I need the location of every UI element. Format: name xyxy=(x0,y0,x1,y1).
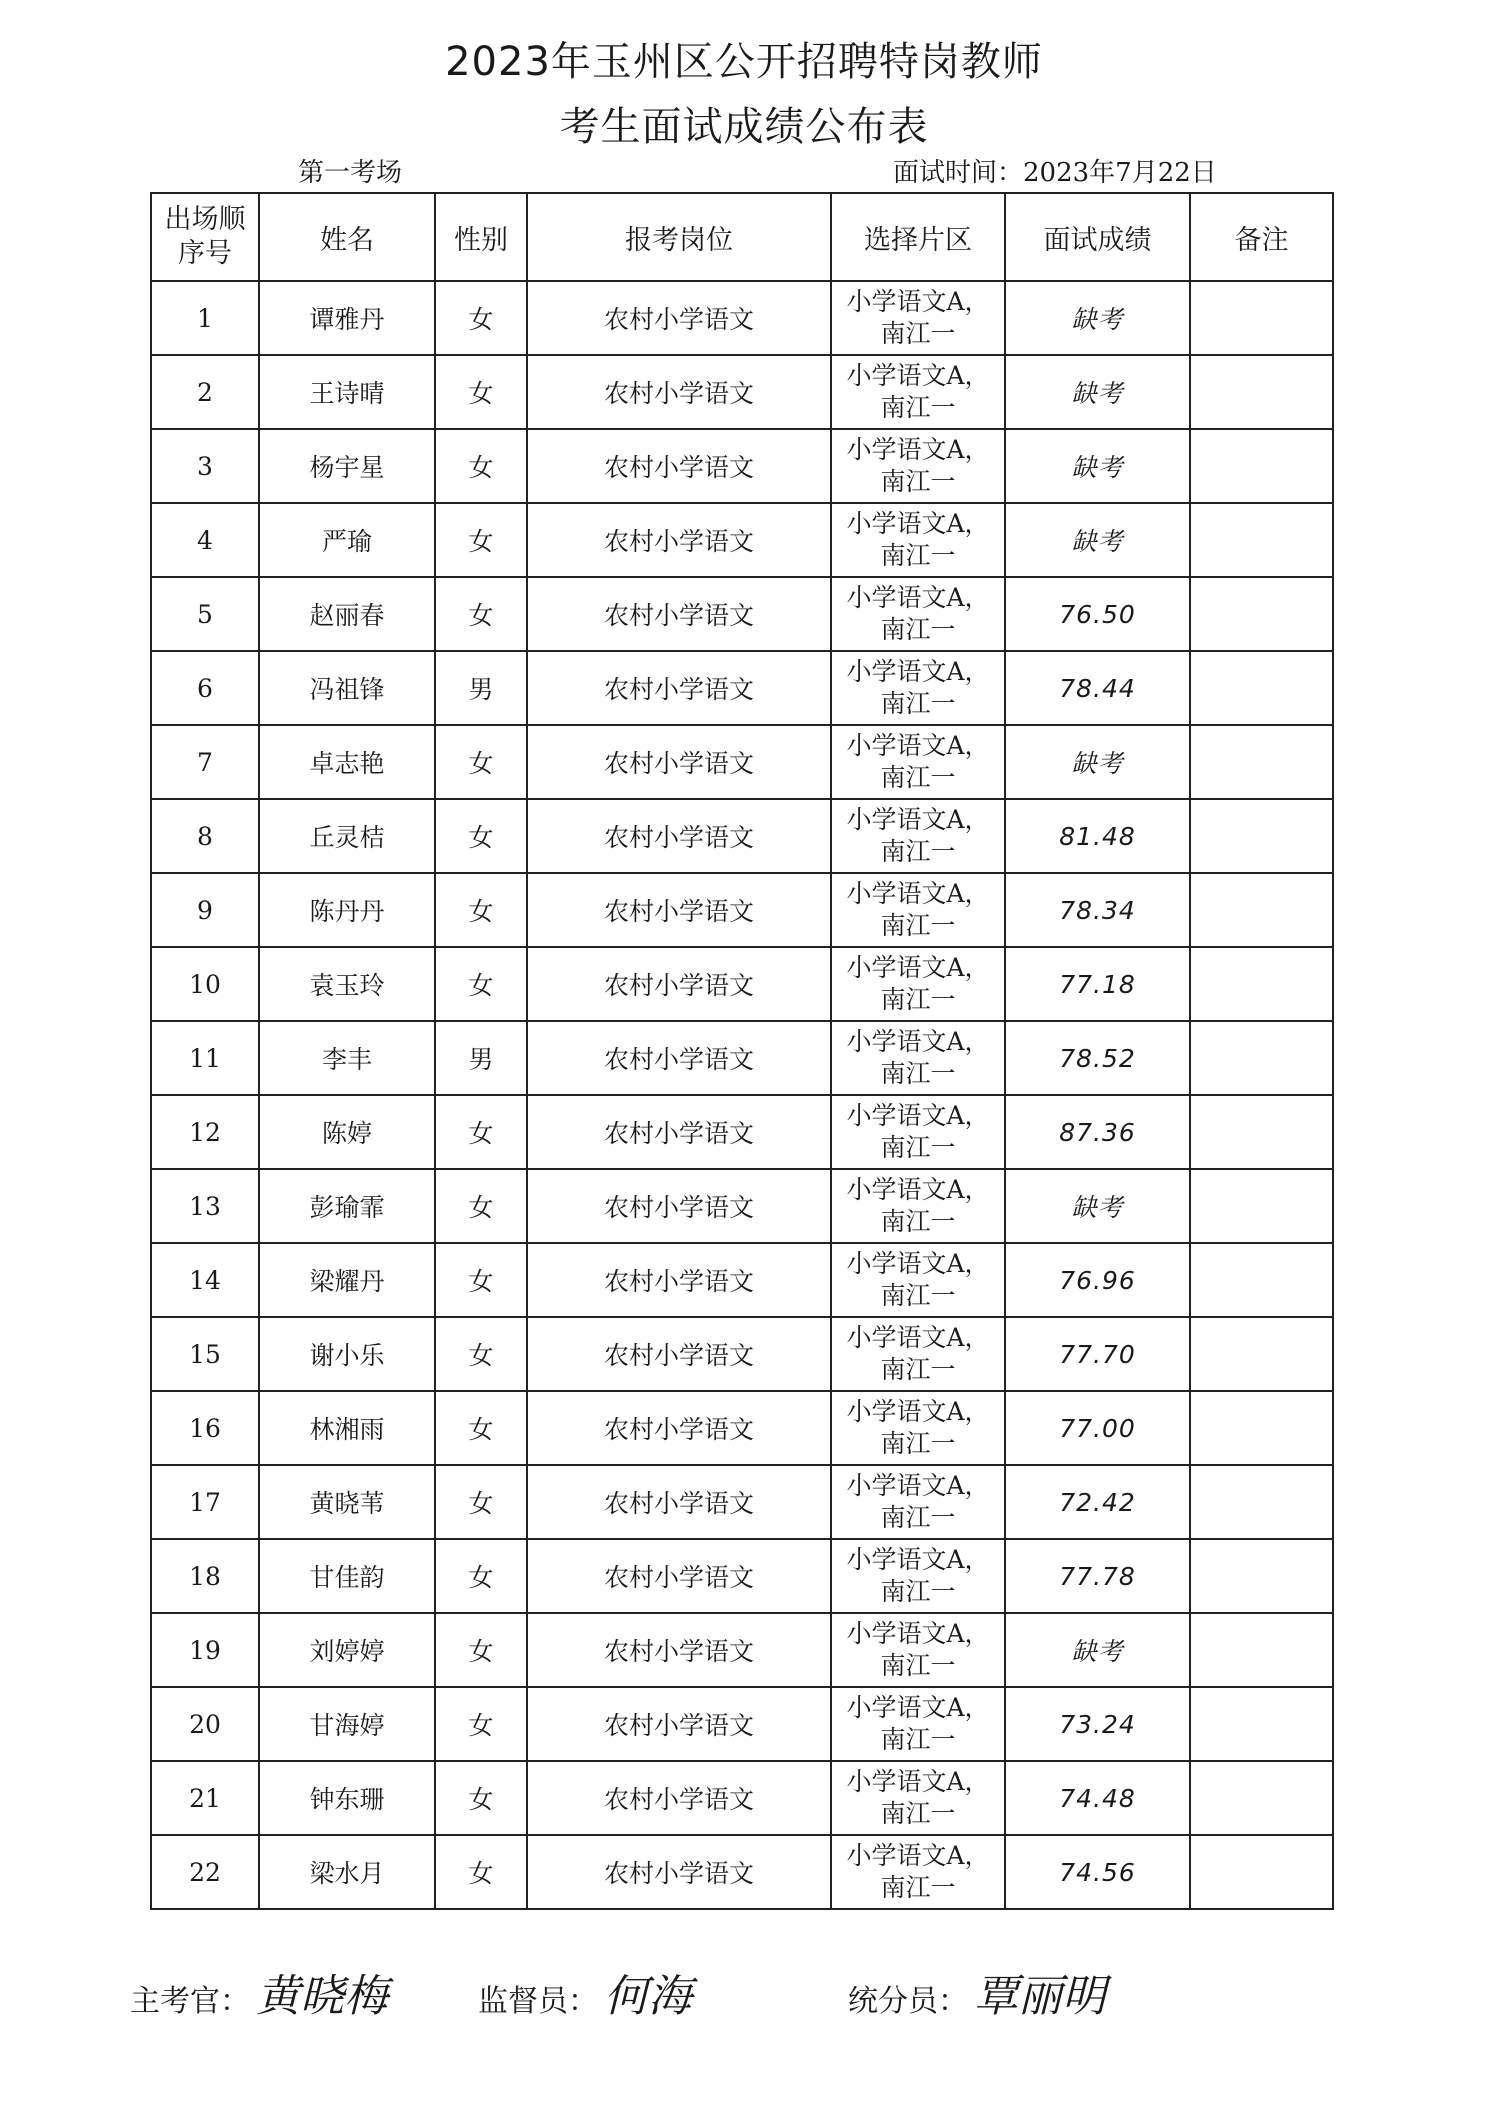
exam-room-label: 第一考场 xyxy=(298,158,403,188)
zone-line-a: 小学语文A， xyxy=(846,1619,990,1648)
position-cell: 农村小学语文 xyxy=(527,1687,831,1761)
col-score-header: 面试成绩 xyxy=(1005,193,1190,281)
name-cell: 李丰 xyxy=(259,1021,435,1095)
seq-cell: 2 xyxy=(151,355,259,429)
position-cell: 农村小学语文 xyxy=(527,1391,831,1465)
scorer-label: 统分员： xyxy=(848,1984,968,2019)
remark-cell xyxy=(1190,799,1333,873)
remark-cell xyxy=(1190,947,1333,1021)
zone-line-b: 南江一 xyxy=(880,763,956,792)
scorer-signature-block xyxy=(848,1960,1106,2024)
position-cell: 农村小学语文 xyxy=(527,873,831,947)
remark-cell xyxy=(1190,281,1333,355)
gender-cell: 女 xyxy=(435,873,527,947)
table-header-row xyxy=(151,193,1333,281)
zone-line-a: 小学语文A， xyxy=(846,953,990,982)
col-seq-header: 出场顺序号 xyxy=(151,193,259,281)
zone-line-a: 小学语文A， xyxy=(846,583,990,612)
name-cell: 刘婷婷 xyxy=(259,1613,435,1687)
remark-cell xyxy=(1190,1169,1333,1243)
score-table xyxy=(150,192,1334,1910)
gender-cell: 女 xyxy=(435,1465,527,1539)
gender-cell: 女 xyxy=(435,1539,527,1613)
score-cell: 78.44 xyxy=(1005,651,1190,725)
remark-cell xyxy=(1190,651,1333,725)
zone-cell xyxy=(831,947,1005,1021)
seq-cell: 5 xyxy=(151,577,259,651)
table-row xyxy=(151,651,1333,725)
score-cell: 73.24 xyxy=(1005,1687,1190,1761)
table-row xyxy=(151,1539,1333,1613)
zone-line-a: 小学语文A， xyxy=(846,1545,990,1574)
zone-cell xyxy=(831,577,1005,651)
zone-cell xyxy=(831,1021,1005,1095)
seq-cell: 22 xyxy=(151,1835,259,1909)
zone-cell xyxy=(831,355,1005,429)
zone-line-b: 南江一 xyxy=(880,1281,956,1310)
zone-line-b: 南江一 xyxy=(880,985,956,1014)
supervisor-signature: 何海 xyxy=(604,1971,692,2022)
zone-line-b: 南江一 xyxy=(880,1873,956,1902)
seq-cell: 13 xyxy=(151,1169,259,1243)
zone-cell xyxy=(831,1391,1005,1465)
score-cell: 缺考 xyxy=(1005,503,1190,577)
zone-line-a: 小学语文A， xyxy=(846,1693,990,1722)
table-row xyxy=(151,355,1333,429)
zone-line-b: 南江一 xyxy=(880,689,956,718)
name-cell: 赵丽春 xyxy=(259,577,435,651)
gender-cell: 女 xyxy=(435,577,527,651)
score-cell: 81.48 xyxy=(1005,799,1190,873)
gender-cell: 女 xyxy=(435,1761,527,1835)
zone-line-b: 南江一 xyxy=(880,393,956,422)
table-row xyxy=(151,1391,1333,1465)
position-cell: 农村小学语文 xyxy=(527,651,831,725)
zone-cell xyxy=(831,1465,1005,1539)
name-cell: 甘佳韵 xyxy=(259,1539,435,1613)
seq-cell: 19 xyxy=(151,1613,259,1687)
remark-cell xyxy=(1190,1687,1333,1761)
zone-cell xyxy=(831,1539,1005,1613)
score-cell: 76.50 xyxy=(1005,577,1190,651)
col-gender-header: 性别 xyxy=(435,193,527,281)
zone-cell xyxy=(831,1613,1005,1687)
zone-line-a: 小学语文A， xyxy=(846,509,990,538)
zone-line-b: 南江一 xyxy=(880,1503,956,1532)
name-cell: 黄晓苇 xyxy=(259,1465,435,1539)
zone-cell xyxy=(831,1317,1005,1391)
name-cell: 梁水月 xyxy=(259,1835,435,1909)
table-row xyxy=(151,1243,1333,1317)
examiner-label: 主考官： xyxy=(130,1984,250,2019)
seq-cell: 7 xyxy=(151,725,259,799)
name-cell: 甘海婷 xyxy=(259,1687,435,1761)
name-cell: 卓志艳 xyxy=(259,725,435,799)
remark-cell xyxy=(1190,355,1333,429)
zone-line-b: 南江一 xyxy=(880,911,956,940)
name-cell: 陈丹丹 xyxy=(259,873,435,947)
position-cell: 农村小学语文 xyxy=(527,1021,831,1095)
remark-cell xyxy=(1190,1613,1333,1687)
position-cell: 农村小学语文 xyxy=(527,1613,831,1687)
zone-line-a: 小学语文A， xyxy=(846,1841,990,1870)
gender-cell: 女 xyxy=(435,725,527,799)
gender-cell: 男 xyxy=(435,1021,527,1095)
seq-cell: 10 xyxy=(151,947,259,1021)
zone-cell xyxy=(831,281,1005,355)
zone-cell xyxy=(831,1761,1005,1835)
position-cell: 农村小学语文 xyxy=(527,1835,831,1909)
zone-line-b: 南江一 xyxy=(880,615,956,644)
table-row xyxy=(151,1169,1333,1243)
gender-cell: 女 xyxy=(435,355,527,429)
gender-cell: 女 xyxy=(435,1687,527,1761)
zone-line-b: 南江一 xyxy=(880,1355,956,1384)
table-row xyxy=(151,503,1333,577)
zone-line-a: 小学语文A， xyxy=(846,1397,990,1426)
interview-date: 面试时间：2023年7月22日 xyxy=(893,158,1217,188)
name-cell: 袁玉玲 xyxy=(259,947,435,1021)
examiner-signature-block xyxy=(130,1960,388,2024)
remark-cell xyxy=(1190,873,1333,947)
gender-cell: 女 xyxy=(435,1835,527,1909)
zone-line-b: 南江一 xyxy=(880,1725,956,1754)
zone-line-a: 小学语文A， xyxy=(846,361,990,390)
zone-line-a: 小学语文A， xyxy=(846,1175,990,1204)
table-row xyxy=(151,873,1333,947)
zone-line-a: 小学语文A， xyxy=(846,805,990,834)
zone-line-a: 小学语文A， xyxy=(846,1027,990,1056)
table-row xyxy=(151,1761,1333,1835)
gender-cell: 女 xyxy=(435,1391,527,1465)
zone-line-a: 小学语文A， xyxy=(846,1767,990,1796)
seq-cell: 6 xyxy=(151,651,259,725)
name-cell: 谢小乐 xyxy=(259,1317,435,1391)
table-row xyxy=(151,1465,1333,1539)
zone-cell xyxy=(831,1169,1005,1243)
gender-cell: 女 xyxy=(435,947,527,1021)
gender-cell: 女 xyxy=(435,1243,527,1317)
seq-cell: 16 xyxy=(151,1391,259,1465)
remark-cell xyxy=(1190,577,1333,651)
score-cell: 74.48 xyxy=(1005,1761,1190,1835)
gender-cell: 女 xyxy=(435,799,527,873)
zone-line-b: 南江一 xyxy=(880,837,956,866)
seq-cell: 4 xyxy=(151,503,259,577)
name-cell: 王诗晴 xyxy=(259,355,435,429)
position-cell: 农村小学语文 xyxy=(527,503,831,577)
zone-cell xyxy=(831,503,1005,577)
seq-cell: 21 xyxy=(151,1761,259,1835)
scorer-signature: 覃丽明 xyxy=(974,1971,1106,2022)
zone-cell xyxy=(831,725,1005,799)
zone-cell xyxy=(831,1835,1005,1909)
position-cell: 农村小学语文 xyxy=(527,1095,831,1169)
name-cell: 冯祖锋 xyxy=(259,651,435,725)
score-cell: 77.00 xyxy=(1005,1391,1190,1465)
col-position-header: 报考岗位 xyxy=(527,193,831,281)
position-cell: 农村小学语文 xyxy=(527,1761,831,1835)
zone-cell xyxy=(831,429,1005,503)
table-row xyxy=(151,1687,1333,1761)
zone-line-b: 南江一 xyxy=(880,1059,956,1088)
zone-cell xyxy=(831,651,1005,725)
score-cell: 78.52 xyxy=(1005,1021,1190,1095)
col-remark-header: 备注 xyxy=(1190,193,1333,281)
table-body xyxy=(151,281,1333,1909)
table-row xyxy=(151,947,1333,1021)
score-cell: 74.56 xyxy=(1005,1835,1190,1909)
supervisor-signature-block xyxy=(478,1960,692,2024)
position-cell: 农村小学语文 xyxy=(527,799,831,873)
gender-cell: 女 xyxy=(435,429,527,503)
gender-cell: 女 xyxy=(435,1613,527,1687)
score-cell: 87.36 xyxy=(1005,1095,1190,1169)
table-row xyxy=(151,1613,1333,1687)
seq-cell: 8 xyxy=(151,799,259,873)
col-name-header: 姓名 xyxy=(259,193,435,281)
gender-cell: 女 xyxy=(435,1169,527,1243)
col-zone-header: 选择片区 xyxy=(831,193,1005,281)
zone-line-a: 小学语文A， xyxy=(846,1323,990,1352)
name-cell: 严瑜 xyxy=(259,503,435,577)
score-cell: 缺考 xyxy=(1005,1169,1190,1243)
score-cell: 缺考 xyxy=(1005,429,1190,503)
seq-cell: 1 xyxy=(151,281,259,355)
seq-cell: 17 xyxy=(151,1465,259,1539)
remark-cell xyxy=(1190,1835,1333,1909)
zone-line-a: 小学语文A， xyxy=(846,1471,990,1500)
remark-cell xyxy=(1190,429,1333,503)
position-cell: 农村小学语文 xyxy=(527,429,831,503)
zone-line-a: 小学语文A， xyxy=(846,657,990,686)
gender-cell: 女 xyxy=(435,281,527,355)
position-cell: 农村小学语文 xyxy=(527,1539,831,1613)
zone-cell xyxy=(831,873,1005,947)
remark-cell xyxy=(1190,1391,1333,1465)
position-cell: 农村小学语文 xyxy=(527,725,831,799)
score-cell: 77.70 xyxy=(1005,1317,1190,1391)
seq-cell: 18 xyxy=(151,1539,259,1613)
table-row xyxy=(151,429,1333,503)
remark-cell xyxy=(1190,1761,1333,1835)
name-cell: 谭雅丹 xyxy=(259,281,435,355)
zone-line-b: 南江一 xyxy=(880,1207,956,1236)
zone-line-a: 小学语文A， xyxy=(846,1249,990,1278)
table-row xyxy=(151,1835,1333,1909)
score-cell: 缺考 xyxy=(1005,725,1190,799)
gender-cell: 女 xyxy=(435,1095,527,1169)
score-cell: 72.42 xyxy=(1005,1465,1190,1539)
zone-line-b: 南江一 xyxy=(880,1133,956,1162)
zone-line-a: 小学语文A， xyxy=(846,731,990,760)
zone-line-b: 南江一 xyxy=(880,1799,956,1828)
zone-line-a: 小学语文A， xyxy=(846,435,990,464)
gender-cell: 女 xyxy=(435,503,527,577)
remark-cell xyxy=(1190,1243,1333,1317)
position-cell: 农村小学语文 xyxy=(527,1169,831,1243)
zone-line-b: 南江一 xyxy=(880,319,956,348)
zone-line-a: 小学语文A， xyxy=(846,287,990,316)
remark-cell xyxy=(1190,1317,1333,1391)
position-cell: 农村小学语文 xyxy=(527,577,831,651)
remark-cell xyxy=(1190,725,1333,799)
table-row xyxy=(151,725,1333,799)
remark-cell xyxy=(1190,1539,1333,1613)
zone-cell xyxy=(831,1095,1005,1169)
position-cell: 农村小学语文 xyxy=(527,355,831,429)
supervisor-label: 监督员： xyxy=(478,1984,598,2019)
seq-cell: 3 xyxy=(151,429,259,503)
name-cell: 丘灵桔 xyxy=(259,799,435,873)
name-cell: 钟东珊 xyxy=(259,1761,435,1835)
score-cell: 缺考 xyxy=(1005,281,1190,355)
seq-cell: 12 xyxy=(151,1095,259,1169)
zone-cell xyxy=(831,1687,1005,1761)
page-title: 2023年玉州区公开招聘特岗教师 xyxy=(445,39,1043,85)
zone-line-b: 南江一 xyxy=(880,467,956,496)
position-cell: 农村小学语文 xyxy=(527,1317,831,1391)
name-cell: 梁耀丹 xyxy=(259,1243,435,1317)
score-cell: 77.18 xyxy=(1005,947,1190,1021)
zone-line-b: 南江一 xyxy=(880,1429,956,1458)
gender-cell: 男 xyxy=(435,651,527,725)
remark-cell xyxy=(1190,1095,1333,1169)
score-cell: 76.96 xyxy=(1005,1243,1190,1317)
table-row xyxy=(151,1095,1333,1169)
position-cell: 农村小学语文 xyxy=(527,947,831,1021)
seq-cell: 14 xyxy=(151,1243,259,1317)
table-row xyxy=(151,281,1333,355)
table-row xyxy=(151,1317,1333,1391)
position-cell: 农村小学语文 xyxy=(527,1243,831,1317)
seq-cell: 20 xyxy=(151,1687,259,1761)
remark-cell xyxy=(1190,1465,1333,1539)
zone-line-b: 南江一 xyxy=(880,541,956,570)
position-cell: 农村小学语文 xyxy=(527,281,831,355)
score-cell: 78.34 xyxy=(1005,873,1190,947)
name-cell: 林湘雨 xyxy=(259,1391,435,1465)
zone-line-a: 小学语文A， xyxy=(846,879,990,908)
name-cell: 杨宇星 xyxy=(259,429,435,503)
score-cell: 缺考 xyxy=(1005,1613,1190,1687)
seq-cell: 9 xyxy=(151,873,259,947)
zone-line-b: 南江一 xyxy=(880,1577,956,1606)
zone-line-a: 小学语文A， xyxy=(846,1101,990,1130)
name-cell: 陈婷 xyxy=(259,1095,435,1169)
seq-cell: 11 xyxy=(151,1021,259,1095)
remark-cell xyxy=(1190,503,1333,577)
gender-cell: 女 xyxy=(435,1317,527,1391)
zone-cell xyxy=(831,1243,1005,1317)
page-subtitle: 考生面试成绩公布表 xyxy=(559,104,929,150)
score-cell: 缺考 xyxy=(1005,355,1190,429)
table-row xyxy=(151,577,1333,651)
score-cell: 77.78 xyxy=(1005,1539,1190,1613)
position-cell: 农村小学语文 xyxy=(527,1465,831,1539)
name-cell: 彭瑜霏 xyxy=(259,1169,435,1243)
seq-cell: 15 xyxy=(151,1317,259,1391)
examiner-signature: 黄晓梅 xyxy=(256,1971,388,2022)
table-row xyxy=(151,799,1333,873)
table-row xyxy=(151,1021,1333,1095)
zone-line-b: 南江一 xyxy=(880,1651,956,1680)
zone-cell xyxy=(831,799,1005,873)
remark-cell xyxy=(1190,1021,1333,1095)
